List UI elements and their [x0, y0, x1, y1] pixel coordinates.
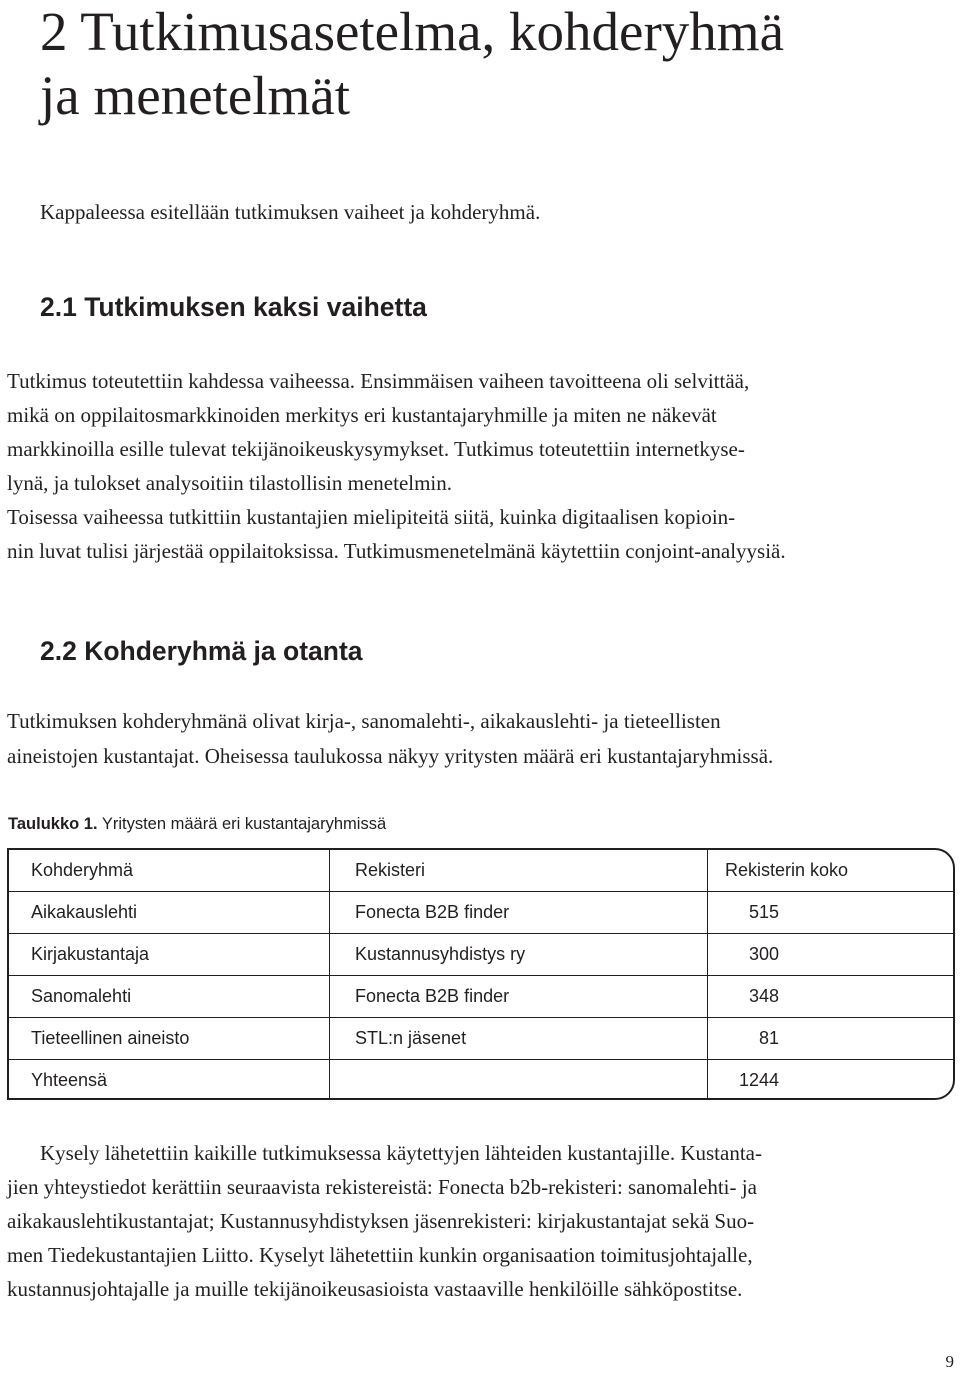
- chapter-title-line-2: ja menetelmät: [40, 65, 350, 126]
- table-cell: 1244: [738, 1070, 779, 1090]
- data-table: [7, 848, 955, 1100]
- table-row: [9, 892, 953, 934]
- table-caption-text: Yritysten määrä eri kustantajaryhmissä: [97, 815, 387, 833]
- table-cell: Fonecta B2B finder: [355, 902, 510, 922]
- body-line: kustannusjohtajalle ja muille tekijänoikeusasioista vastaaville henkilöille sähköpostitse.: [7, 1277, 743, 1301]
- body-line: Tutkimuksen kohderyhmänä olivat kirja-, sanomalehti-, aikakauslehti- ja tieteellisten: [7, 709, 721, 733]
- body-line: Tutkimus toteutettiin kahdessa vaiheessa. Ensimmäisen vaiheen tavoitteena oli selvittää,: [7, 369, 750, 393]
- body-line: men Tiedekustantajien Liitto. Kyselyt lähetettiin kunkin organisaation toimitusjohtajalle,: [7, 1243, 753, 1267]
- table-cell: STL:n jäsenet: [355, 1028, 467, 1048]
- header-cell: Rekisteri: [355, 860, 426, 880]
- intro-text: Kappaleessa esitellään tutkimuksen vaiheet ja kohderyhmä.: [40, 200, 541, 224]
- table-total-row: [9, 1060, 953, 1100]
- body-line: markkinoilla esille tulevat tekijänoikeuskysymykset. Tutkimus toteutettiin internetkyse-: [7, 437, 745, 461]
- chapter-title-line-1: 2 Tutkimusasetelma, kohderyhmä: [40, 1, 784, 62]
- section-heading-2-1: 2.1 Tutkimuksen kaksi vaihetta: [40, 292, 427, 322]
- table-row: [9, 976, 953, 1018]
- section-heading-2-2: 2.2 Kohderyhmä ja otanta: [40, 636, 363, 666]
- table-caption: [8, 815, 386, 834]
- body-line: mikä on oppilaitosmarkkinoiden merkitys eri kustantajaryhmille ja miten ne näkevät: [7, 403, 717, 427]
- table-row: [9, 1018, 953, 1060]
- body-line: nin luvat tulisi järjestää oppilaitoksissa. Tutkimusmenetelmänä käytettiin conjoint-analyysiä.: [7, 539, 786, 563]
- table-cell: 348: [748, 986, 779, 1006]
- table-cell: Yhteensä: [31, 1070, 108, 1090]
- table-cell: Sanomalehti: [31, 986, 132, 1006]
- table-cell: Kirjakustantaja: [31, 944, 150, 964]
- body-line: Toisessa vaiheessa tutkittiin kustantajien mielipiteitä siitä, kuinka digitaalisen kopioin-: [7, 505, 736, 529]
- table-row: [9, 934, 953, 976]
- table-header-row: [9, 850, 953, 892]
- table-cell: 515: [748, 902, 779, 922]
- body-line: Kysely lähetettiin kaikille tutkimuksessa käytettyjen lähteiden kustantajille. Kustanta-: [40, 1141, 762, 1165]
- table-cell: Kustannusyhdistys ry: [355, 944, 526, 964]
- page-number: 9: [945, 1352, 954, 1371]
- header-cell: Rekisterin koko: [725, 860, 849, 880]
- table-cell: 300: [748, 944, 779, 964]
- header-cell: Kohderyhmä: [31, 860, 134, 880]
- body-line: lynä, ja tulokset analysoitiin tilastollisin menetelmin.: [7, 471, 453, 495]
- table-cell: Fonecta B2B finder: [355, 986, 510, 1006]
- table-cell: 81: [758, 1028, 779, 1048]
- body-line: jien yhteystiedot kerättiin seuraavista rekistereistä: Fonecta b2b-rekisteri: sanomalehti- ja: [7, 1175, 757, 1199]
- body-line: aineistojen kustantajat. Oheisessa taulukossa näkyy yritysten määrä eri kustantajaryhmissä.: [7, 744, 774, 768]
- table-cell: Tieteellinen aineisto: [31, 1028, 190, 1048]
- chapter-title: [40, 0, 940, 128]
- table-cell: Aikakauslehti: [31, 902, 138, 922]
- table-caption-label: Taulukko 1.: [8, 815, 98, 833]
- body-line: aikakauslehtikustantajat; Kustannusyhdistyksen jäsenrekisteri: kirjakustantajat sekä Suo-: [7, 1209, 755, 1233]
